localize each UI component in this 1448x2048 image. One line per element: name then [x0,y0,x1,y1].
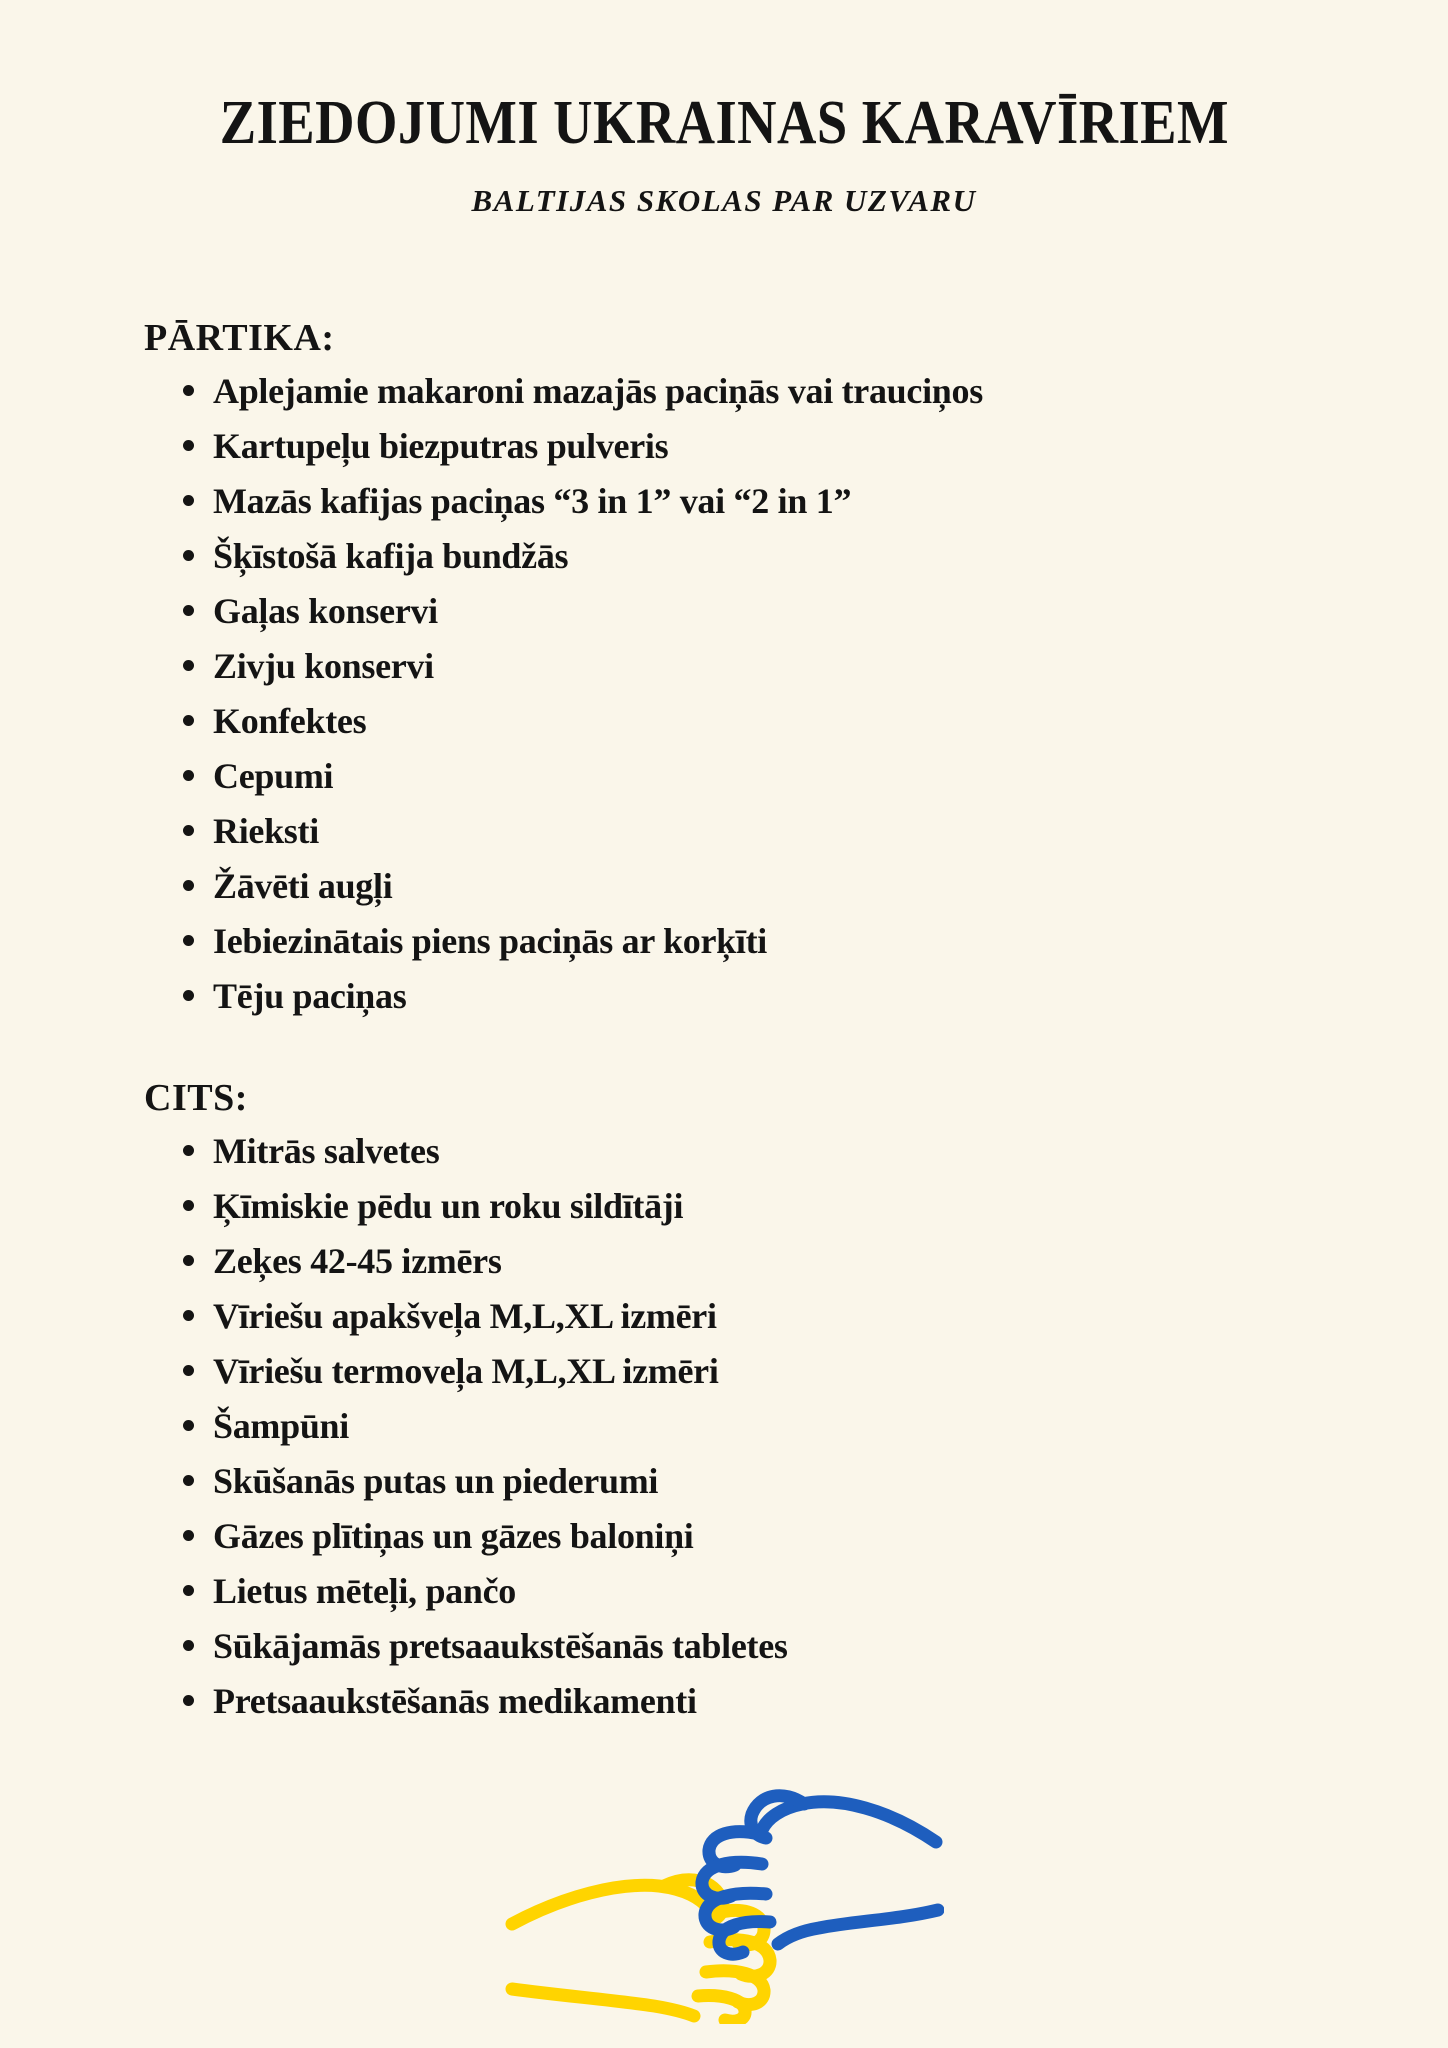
bullet-icon [183,715,194,726]
section-heading-partika: PĀRTIKA: [144,317,335,360]
bullet-icon [183,1420,194,1431]
list-item [144,803,1348,858]
list-item [144,693,1348,748]
list-item-text: Aplejamie makaroni mazajās paciņās vai trauciņos [213,370,983,411]
list-item-text: Iebiezinātais piens paciņās ar korķīti [213,920,768,961]
two-hands-reaching-icon [504,1774,944,2024]
bullet-icon [183,495,194,506]
list-item-text: Zeķes 42-45 izmērs [213,1240,502,1281]
list-item-text: Lietus mēteļi, pančo [213,1570,516,1611]
list-item [144,1343,1348,1398]
list-item [144,473,1348,528]
page-subtitle: BALTIJAS SKOLAS PAR UZVARU [471,183,977,218]
list-item-text: Gāzes plītiņas un gāzes baloniņi [213,1515,694,1556]
bullet-icon [183,385,194,396]
bullet-icon [183,1475,194,1486]
bullet-icon [183,1255,194,1266]
bullet-icon [183,605,194,616]
list-item-text: Šampūni [213,1405,349,1446]
blue-hand-icon [702,1796,938,1954]
list-item-text: Cepumi [213,755,334,796]
list-item [144,748,1348,803]
list-item-text: Rieksti [213,810,319,851]
list-item-text: Zivju konservi [213,645,434,686]
bullet-icon [183,550,194,561]
list-item [144,858,1348,913]
list-item [144,1508,1348,1563]
list-item [144,913,1348,968]
section-partika [144,319,1348,1023]
list-item [144,1178,1348,1233]
list-item [144,968,1348,1023]
list-item-text: Vīriešu apakšveļa M,L,XL izmēri [213,1295,717,1336]
bullet-icon [183,660,194,671]
list-item-text: Žāvēti augļi [213,865,393,906]
page-title: ZIEDOJUMI UKRAINAS KARAVĪRIEM [219,89,1229,157]
header [0,0,1448,157]
partika-list [144,363,1348,1023]
list-item-text: Ķīmiskie pēdu un roku sildītāji [213,1185,684,1226]
list-item [144,418,1348,473]
cits-list [144,1123,1348,1728]
list-item-text: Mitrās salvetes [213,1130,440,1171]
bullet-icon [183,1695,194,1706]
bullet-icon [183,1585,194,1596]
list-item [144,1288,1348,1343]
bullet-icon [183,990,194,1001]
list-item-text: Kartupeļu biezputras pulveris [213,425,669,466]
bullet-icon [183,1365,194,1376]
bullet-icon [183,1145,194,1156]
list-item [144,1233,1348,1288]
list-item [144,583,1348,638]
bullet-icon [183,770,194,781]
list-item [144,528,1348,583]
bullet-icon [183,1200,194,1211]
list-item [144,1453,1348,1508]
list-item [144,1398,1348,1453]
list-item [144,1563,1348,1618]
list-item [144,1618,1348,1673]
bullet-icon [183,825,194,836]
list-item-text: Vīriešu termoveļa M,L,XL izmēri [213,1350,719,1391]
list-item [144,1123,1348,1178]
section-heading-cits: CITS: [144,1077,248,1120]
list-item-text: Konfektes [213,700,367,741]
bullet-icon [183,1640,194,1651]
list-item-text: Sūkājamās pretsaaukstēšanās tabletes [213,1625,788,1666]
bullet-icon [183,440,194,451]
bullet-icon [183,935,194,946]
list-item-text: Mazās kafijas paciņas “3 in 1” vai “2 in 1” [213,480,852,521]
hands-illustration [0,1774,1448,2029]
list-item-text: Tēju paciņas [213,975,407,1016]
list-item-text: Pretsaaukstēšanās medikamenti [213,1680,697,1721]
bullet-icon [183,1310,194,1321]
list-item-text: Skūšanās putas un piederumi [213,1460,659,1501]
section-cits [144,1079,1348,1728]
list-item [144,363,1348,418]
list-item-text: Šķīstošā kafija bundžās [213,535,569,576]
bullet-icon [183,880,194,891]
list-item-text: Gaļas konservi [213,590,438,631]
list-item [144,1673,1348,1728]
bullet-icon [183,1530,194,1541]
list-item [144,638,1348,693]
